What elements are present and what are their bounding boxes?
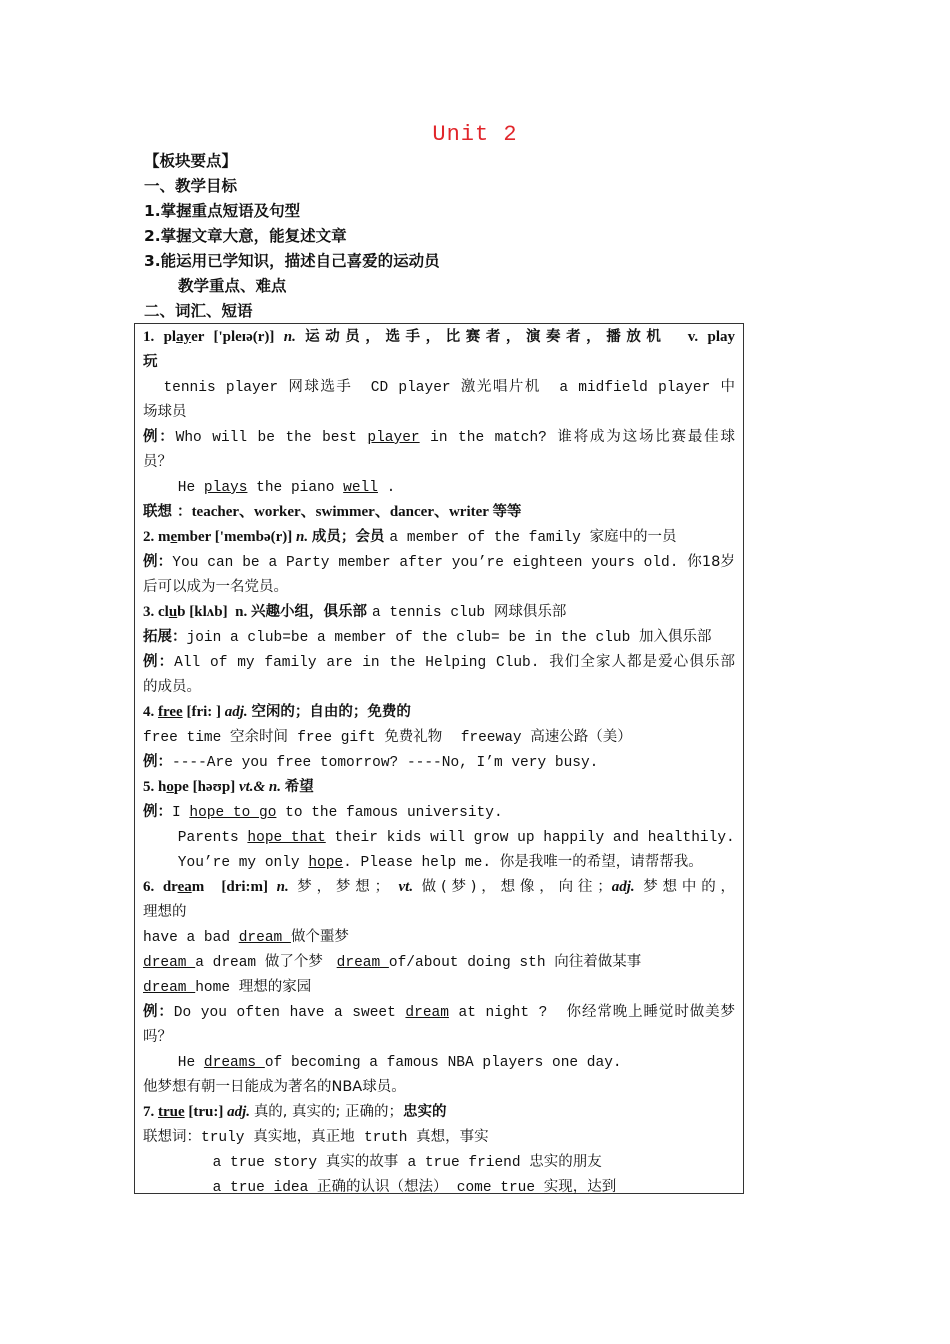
text-run: 我们全家人都是爱心俱乐部 [549, 654, 735, 670]
vocab-line [143, 625, 735, 650]
text-run: 4. [143, 704, 158, 720]
text-run: their kids will grow up happily and healthily. [325, 830, 735, 846]
vocab-line [143, 825, 735, 850]
text-run: 的成员。 [143, 679, 201, 695]
vocab-line [143, 950, 735, 975]
objective-item: 3.能运用已学知识，描述自己喜爱的运动员 [144, 252, 440, 270]
text-run: 7. [143, 1104, 158, 1120]
text-run: b [klʌb] n. [177, 604, 251, 620]
text-run: He [143, 1055, 204, 1071]
vocab-line [143, 925, 735, 950]
text-run: adj. [611, 879, 644, 895]
text-run: ay [176, 329, 192, 345]
text-run: You can be a Party member after you’re eighteen yours old. [172, 555, 688, 571]
text-run: 谁将成为这场比赛最佳球 [557, 429, 735, 445]
text-run: 他梦想有朝一日能成为著名的NBA球员。 [143, 1079, 406, 1095]
vocab-line [143, 500, 735, 525]
text-run: . [377, 480, 396, 496]
text-run: a member of the family [389, 530, 590, 546]
text-run: a tennis club [372, 605, 494, 621]
text-run: to the famous university. [276, 805, 503, 821]
text-run: 做(梦)，想像，向往； [421, 879, 612, 895]
text-run: 运动员，选手，比赛者，演奏者，播放机 [305, 329, 688, 345]
objective-item: 2.掌握文章大意，能复述文章 [144, 227, 347, 245]
vocab-line [143, 750, 735, 775]
text-run: plays [203, 480, 248, 496]
text-run: 联想词： [143, 1129, 201, 1145]
vocab-line [143, 1000, 735, 1025]
text-run: truly [201, 1130, 254, 1146]
text-run: 成员；会员 [311, 529, 390, 545]
text-run: 你经常晚上睡觉时做美梦 [566, 1004, 735, 1020]
text-run: 理想的家园 [238, 979, 312, 995]
text-run: hope that [247, 830, 326, 846]
text-run: at night ? [448, 1005, 567, 1021]
vocab-line [143, 850, 735, 875]
text-run: vt.& n. [238, 779, 285, 795]
text-run: 等等 [492, 504, 522, 520]
text-run: 实现，达到 [543, 1179, 617, 1195]
text-run: player [367, 430, 420, 446]
text-run: 正确的认识（想法） [317, 1179, 457, 1195]
text-run: 例： [143, 754, 172, 770]
vocab-line [143, 350, 735, 375]
text-run: You’re my only [143, 855, 309, 871]
text-run: 真想，事实 [416, 1129, 489, 1145]
text-run: join a club=be a member of the club= be in the club [186, 630, 639, 646]
text-run: dream [238, 930, 291, 946]
text-run: of/about doing sth [388, 955, 555, 971]
vocab-line [143, 1050, 735, 1075]
text-run: 例： [143, 804, 172, 820]
section-heading: 教学重点、难点 [178, 277, 287, 295]
section-heading: 一、教学目标 [144, 177, 238, 195]
text-run: Parents [143, 830, 248, 846]
text-run: free [158, 704, 183, 720]
vocab-line [143, 1125, 735, 1150]
vocab-line [143, 575, 735, 600]
text-run: CD player [370, 380, 461, 396]
text-run: a true idea [143, 1180, 318, 1196]
text-run: 5. h [143, 779, 167, 795]
text-run: 1. pl [143, 329, 177, 345]
vocab-line [143, 975, 735, 1000]
vocab-line [143, 775, 735, 800]
vocab-line [143, 1025, 735, 1050]
text-run: 吗？ [143, 1029, 172, 1045]
section-heading: 二、词汇、短语 [144, 302, 253, 320]
text-run: 玩 [143, 354, 158, 370]
text-run: e [170, 529, 178, 545]
text-run: All of my family are in the Helping Club. [174, 655, 550, 671]
text-run: a true story [143, 1155, 326, 1171]
text-run: 后可以成为一名党员。 [143, 579, 288, 595]
vocab-line [143, 600, 735, 625]
text-run: dream [405, 1005, 449, 1021]
text-run: 真的, 真实的; 正确的； [253, 1104, 404, 1120]
text-run: n. [276, 879, 298, 895]
vocab-line [143, 1150, 735, 1175]
text-run: a dream [195, 955, 265, 971]
text-run: adj. [224, 704, 252, 720]
vocab-line [143, 650, 735, 675]
text-run: 例： [143, 654, 175, 670]
vocab-line [143, 675, 735, 700]
text-run: 网球选手 [288, 379, 371, 395]
vocab-line [143, 400, 735, 425]
text-run: 真实地，真正地 [253, 1129, 364, 1145]
text-run: mber ['membə(r)] [177, 529, 297, 545]
vocab-line [143, 525, 735, 550]
text-run: of becoming a famous NBA players one day. [264, 1055, 622, 1071]
vocab-line [143, 425, 735, 450]
vocabulary-box [134, 323, 744, 1194]
text-run: tennis player [143, 380, 289, 396]
vocab-line [143, 900, 735, 925]
vocab-line [143, 1100, 735, 1125]
text-run: 加入俱乐部 [638, 629, 712, 645]
text-run: [fri: ] [182, 704, 225, 720]
text-run: freeway [460, 730, 531, 746]
vocab-line [143, 475, 735, 500]
text-run: 例： [143, 1004, 174, 1020]
section-heading: 【板块要点】 [144, 152, 238, 170]
vocab-line [143, 550, 735, 575]
text-run: 向往着做某事 [554, 954, 642, 970]
text-run: 理想的 [143, 904, 187, 920]
text-run: 兴趣小组，俱乐部 [250, 604, 373, 620]
text-run: free time [143, 730, 231, 746]
text-run: 高速公路（美） [530, 729, 632, 745]
text-run: 网球俱乐部 [493, 604, 567, 620]
text-run: true [158, 1104, 185, 1120]
text-run: 例： [143, 554, 173, 570]
text-run: 6. dr [143, 879, 178, 895]
text-run: 2. m [143, 529, 171, 545]
text-run: I [172, 805, 190, 821]
text-run: dream [143, 955, 196, 971]
vocab-line [143, 325, 735, 350]
text-run: home [195, 980, 239, 996]
text-run: 免费礼物 [384, 729, 461, 745]
text-run: 员？ [143, 454, 172, 470]
text-run: [tru:] [184, 1104, 228, 1120]
text-run: 联想 ： [143, 504, 192, 520]
text-run: 场球员 [143, 404, 187, 420]
text-run: 拓展： [143, 629, 187, 645]
text-run: 激光唱片机 [460, 379, 560, 395]
text-run: in the match? [419, 430, 558, 446]
text-run: n. [283, 329, 306, 345]
text-run: 家庭中的一员 [589, 529, 677, 545]
text-run: . Please help me. [343, 855, 500, 871]
text-run: 空闲的；自由的；免费的 [251, 704, 411, 720]
text-run: 梦想中的， [643, 879, 735, 895]
text-run: 真实的故事 [325, 1154, 408, 1170]
text-run: dream [336, 955, 389, 971]
text-run: truth [363, 1130, 417, 1146]
text-run: 梦，梦想； [297, 879, 399, 895]
text-run: He [143, 480, 204, 496]
page-title: Unit 2 [432, 122, 518, 147]
vocab-line [143, 800, 735, 825]
text-run: adj. [227, 1104, 254, 1120]
text-run: well [343, 480, 378, 496]
text-run: 空余时间 [230, 729, 298, 745]
text-run: n. [296, 529, 312, 545]
text-run: a midfield player [559, 380, 721, 396]
text-run: 你18岁 [687, 554, 735, 570]
text-run: 做了个梦 [264, 954, 337, 970]
text-run: m [dri:m] [191, 879, 277, 895]
text-run: free gift [297, 730, 385, 746]
text-run: have a bad [143, 930, 239, 946]
text-run: 你是我唯一的希望，请帮帮我。 [499, 854, 703, 870]
text-run: 忠实的朋友 [529, 1154, 602, 1170]
text-run: pe [həʊp] [173, 779, 239, 795]
vocab-line [143, 725, 735, 750]
text-run: come true [456, 1180, 544, 1196]
text-run: vt. [398, 879, 422, 895]
text-run: o [166, 779, 174, 795]
text-run: a true friend [407, 1155, 530, 1171]
text-run: dream [143, 980, 196, 996]
text-run: 做个噩梦 [290, 929, 349, 945]
vocab-line [143, 1175, 735, 1200]
text-run: ----Are you free tomorrow? ----No, I’m very busy. [172, 755, 599, 771]
vocab-line [143, 875, 735, 900]
vocab-line [143, 700, 735, 725]
text-run: hope to go [189, 805, 277, 821]
text-run: dreams [203, 1055, 265, 1071]
text-run: hope [308, 855, 344, 871]
vocab-line [143, 1075, 735, 1100]
text-run: teacher、worker、swimmer、dancer、writer [191, 504, 493, 520]
vocab-line [143, 450, 735, 475]
objective-item: 1.掌握重点短语及句型 [144, 202, 301, 220]
text-run: the piano [247, 480, 344, 496]
text-run: ea [177, 879, 192, 895]
text-run: Do you often have a sweet [173, 1005, 406, 1021]
text-run: 3. cl [143, 604, 169, 620]
vocab-line [143, 375, 735, 400]
text-run: 例： [143, 429, 176, 445]
text-run: 中 [720, 379, 735, 395]
text-run: u [168, 604, 178, 620]
text-run: 忠实的 [403, 1104, 447, 1120]
text-run: Who will be the best [175, 430, 368, 446]
text-run: v. play [687, 329, 735, 345]
text-run: er ['pleɪə(r)] [191, 329, 284, 345]
text-run: 希望 [284, 779, 314, 795]
